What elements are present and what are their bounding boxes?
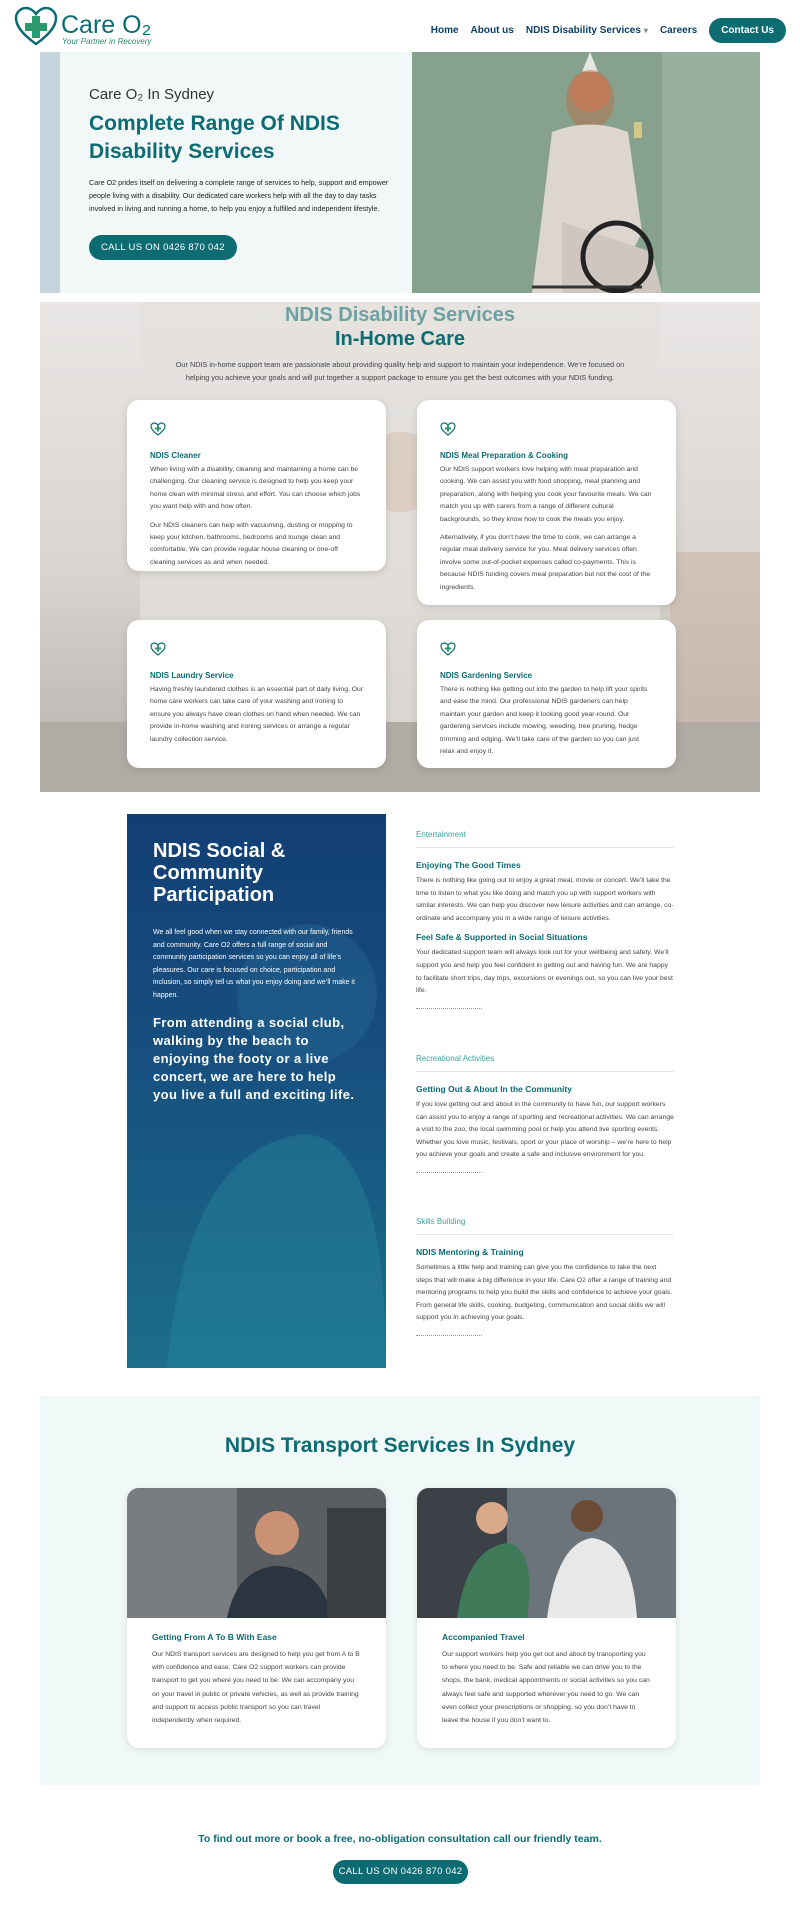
transport-section <box>40 1396 760 1785</box>
transport-card-accompanied-travel <box>417 1488 676 1748</box>
activity-category: Entertainment <box>416 830 674 848</box>
site-header <box>0 0 800 52</box>
activity-group-entertainment <box>416 830 674 1009</box>
contact-us-button[interactable]: Contact Us <box>709 18 786 43</box>
activity-title: Getting Out & About In the Community <box>416 1084 572 1094</box>
nav-item-home[interactable]: Home <box>430 25 459 36</box>
nav-item-ndis-services[interactable] <box>526 25 648 36</box>
hero-section <box>40 52 760 293</box>
main-nav <box>431 18 786 43</box>
activity-title: Enjoying The Good Times <box>416 860 521 870</box>
card-text: There is nothing like getting out into the garden to help lift your spirits and ease the mind. Our professional NDIS gardeners can help maintain your garden and keep it looking good year-round. Our gardening services include mowing, weeding, tree pruning, hedge trimming and edging. We’ll take care of the garden so you can just relax and enjoy it. <box>440 686 648 756</box>
nav-item-ndis-services-label: NDIS Disability Services <box>525 25 641 36</box>
inhome-description: Our NDIS in-home support team are passionate about providing quality help and support to maintain your independence. We’re focused on helping you achieve your goals and will put together a support package to ensure you get the best outcomes with your NDIS funding. <box>175 360 625 382</box>
social-participation-panel <box>127 814 386 1368</box>
activity-text: Sometimes a little help and training can give you the confidence to take the next steps that will make a big difference in your life. Care O2 offer a range of training and mentoring programs to help you build the skills and confidence to achieve your goals. From general life skills, cooking, budgeting, communication and social skills we will support you in achieving your goals. <box>416 1264 673 1322</box>
inhome-title-line1: NDIS Disability Services <box>284 304 516 326</box>
travel-photo-illustration <box>417 1488 676 1618</box>
hero-subtitle: Care O₂ In Sydney <box>89 86 215 103</box>
card-text: Our NDIS cleaners can help with vacuuming, dusting or mopping to keep your kitchen, bathrooms, bedrooms and lounge clean and comfortable. We can provide regular house cleaning or one-off cleaning services as and when needed. <box>150 521 353 566</box>
accompanied-travel-image <box>417 1488 676 1618</box>
man-in-car-image <box>127 1488 386 1618</box>
hero-description: Care O2 prides itself on delivering a complete range of services to help, support and empower people living with a disability. Our dedicated care workers help with all the day to day tasks involved in living and running a home, to help you enjoy a fulfilled and independent lifestyle. <box>89 178 389 213</box>
activity-category: Skills Building <box>416 1217 674 1235</box>
inhome-title-line2: In-Home Care <box>334 328 466 350</box>
card-text: Having freshly laundered clothes is an essential part of daily living. Our home care workers can take care of your washing and ironing to ensure you always have clean clothes on hand when needed. We can provide in-home washing and ironing services or arrange a regular laundry collection service. <box>150 686 364 743</box>
nav-item-about-us[interactable]: About us <box>470 25 514 36</box>
woman-in-wheelchair-illustration <box>412 52 760 293</box>
transport-card-text: Our support workers help you get out and about by transporting you to where you need to be. Safe and reliable we can drive you to the shops, the bank, medical appointments or social activities so you can always feel safe and supported wherever you need to go. We can even collect your prescriptions or shopping, so you don’t have to leave the house if you don’t want to. <box>442 1651 650 1725</box>
social-quote: From attending a social club, walking by the beach to enjoying the footy or a live concert, we are here to help you live a full and exciting life. <box>153 1015 355 1102</box>
transport-card-text: Our NDIS transport services are designed to help you get from A to B with confidence and ease. Care O2 support workers can provide transport to get you where you need to be. We can accompany you on your travel in public or private vehicles, as well as provide training and support to access public transport so you can travel independently when required. <box>152 1651 360 1725</box>
activity-group-recreational <box>416 1054 674 1173</box>
inhome-care-section <box>40 302 760 792</box>
consultation-cta-text: To find out more or book a free, no-obligation consultation call our friendly team. <box>198 1833 602 1845</box>
card-title: NDIS Cleaner <box>150 451 201 460</box>
card-text: When living with a disability, cleaning and maintaining a home can be challenging. Our cleaning service is designed to help you keep your home clean with minimal stress and effort. You can choose which jobs you want help with and how often. <box>150 466 361 511</box>
transport-card-title: Getting From A To B With Ease <box>152 1632 277 1642</box>
transport-card-a-to-b <box>127 1488 386 1748</box>
activity-title: Feel Safe & Supported in Social Situations <box>416 932 588 943</box>
footer-call-button[interactable]: CALL US ON 0426 870 042 <box>333 1860 468 1884</box>
nav-item-careers[interactable]: Careers <box>659 25 698 36</box>
care-o2-mini-icon <box>150 422 166 436</box>
section-divider <box>416 1172 482 1173</box>
section-divider <box>416 1335 482 1336</box>
service-card-cleaner <box>127 400 386 571</box>
activity-title: NDIS Mentoring & Training <box>416 1247 524 1257</box>
brand-tagline: Your Partner in Recovery <box>62 37 152 46</box>
card-title: NDIS Laundry Service <box>150 671 234 680</box>
care-o2-logo[interactable] <box>14 6 154 48</box>
car-photo-illustration <box>127 1488 386 1618</box>
hero-title: Complete Range Of NDIS Disability Services <box>89 112 340 163</box>
card-text: Alternatively, if you don’t have the time to cook, we can arrange a regular meal delivery service for you. Meal delivery services often involve some out-of-pocket expenses called co-payments. This is because NDIS funding covers meal preparation but not the cost of the ingredients. <box>440 534 651 591</box>
activity-group-skills-building <box>416 1217 674 1336</box>
brand-name: Care O₂ <box>61 11 152 39</box>
transport-title: NDIS Transport Services In Sydney <box>224 1434 576 1457</box>
section-divider <box>416 1008 482 1009</box>
service-card-gardening <box>417 620 676 768</box>
card-title: NDIS Meal Preparation & Cooking <box>440 451 569 460</box>
care-o2-mini-icon <box>440 642 456 656</box>
service-card-laundry <box>127 620 386 768</box>
chevron-down-icon: ▾ <box>643 26 648 35</box>
activity-text: If you love getting out and about in the community to have fun, our support workers can assist you to enjoy a range of sporting and recreational activities. We can arrange a visit to the zoo, the local swimming pool or help you attend live sporting events. Whether you love music, festivals, sport or your place of worship – we’re here to help you achieve your goals and create a safe and inclusive environment for you. <box>416 1101 674 1159</box>
activity-text: Your dedicated support team will always look out for your wellbeing and safety. We’ll support you and help you feel confident in getting out and having fun. We are happy to facilitate short trips, day trips, excursions or evenings out, so you can live your best life. <box>416 949 673 995</box>
card-text: Our NDIS support workers love helping with meal preparation and cooking. We can assist you with food shopping, meal planning and preparation, along with helping you cook your favourite meals. We can match you up with carers from a range of different cultural backgrounds, so they know how to cook the meals you enjoy. <box>440 466 652 523</box>
hero-image <box>412 52 760 293</box>
care-o2-mini-icon <box>150 642 166 656</box>
heart-cross-icon <box>14 6 58 48</box>
hero-accent-stripe <box>40 52 60 293</box>
service-card-meal-preparation <box>417 400 676 605</box>
care-o2-mini-icon <box>440 422 456 436</box>
social-title: NDIS Social & Community Participation <box>153 840 286 906</box>
transport-card-title: Accompanied Travel <box>442 1632 525 1642</box>
activity-category: Recreational Activities <box>416 1054 674 1072</box>
social-description: We all feel good when we stay connected with our family, friends and community. Care O2 offers a full range of social and community participation services so you can enjoy all of life’s pleasures. Our care is focused on choice, participation and inclusion, so simply tell us what you enjoy doing and we’ll make it happen. <box>153 929 355 999</box>
activity-text: There is nothing like going out to enjoy a great meal, movie or concert. We’ll take the time to listen to what you like doing and match you up with support workers with similar interests. We can help you discover new leisure activities and can arrange, co-ordinate and accompany you in a wide range of leisure activities. <box>416 877 674 922</box>
hero-call-button[interactable]: CALL US ON 0426 870 042 <box>89 235 237 260</box>
card-title: NDIS Gardening Service <box>440 671 533 680</box>
